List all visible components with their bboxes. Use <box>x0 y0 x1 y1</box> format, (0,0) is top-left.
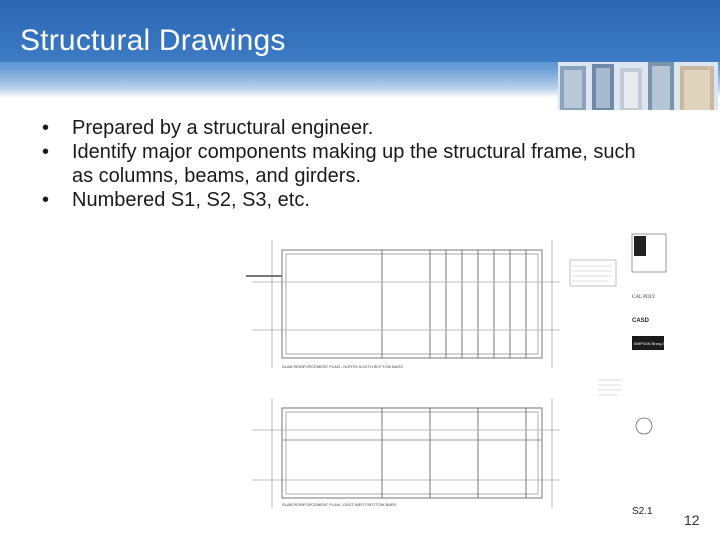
bullet-text: Numbered S1, S2, S3, etc. <box>72 189 310 211</box>
buildings-photo-strip <box>558 62 718 110</box>
bullet-text: Prepared by a structural engineer. <box>72 117 374 139</box>
bullet-list <box>42 116 642 212</box>
plan-top-caption: SLAB REINFORCEMENT PLAN - NORTH-SOUTH BOTTOM BARS <box>282 364 403 369</box>
logo-simpson: SIMPSON Strong-Tie <box>634 342 668 346</box>
logo-cal-poly: CAL POLY <box>632 295 656 300</box>
slide-title: Structural Drawings <box>20 24 286 57</box>
bullet-item <box>42 140 642 188</box>
bullet-dot: • <box>42 141 50 163</box>
header-banner <box>0 0 720 98</box>
bullet-item <box>42 116 642 140</box>
bullet-text: Identify major components making up the structural frame, such as columns, beams, and girders. <box>72 141 636 187</box>
plan-bottom-caption: SLAB REINFORCEMENT PLAN - EAST-WEST BOTTOM BARS <box>282 502 397 507</box>
sheet-number: S2.1 <box>632 506 653 517</box>
structural-drawing-image <box>242 230 668 520</box>
bullet-dot: • <box>42 117 50 139</box>
page-number: 12 <box>684 512 700 528</box>
bullet-item <box>42 188 642 212</box>
logo-casd: CASD <box>632 318 650 324</box>
bullet-dot: • <box>42 189 50 211</box>
